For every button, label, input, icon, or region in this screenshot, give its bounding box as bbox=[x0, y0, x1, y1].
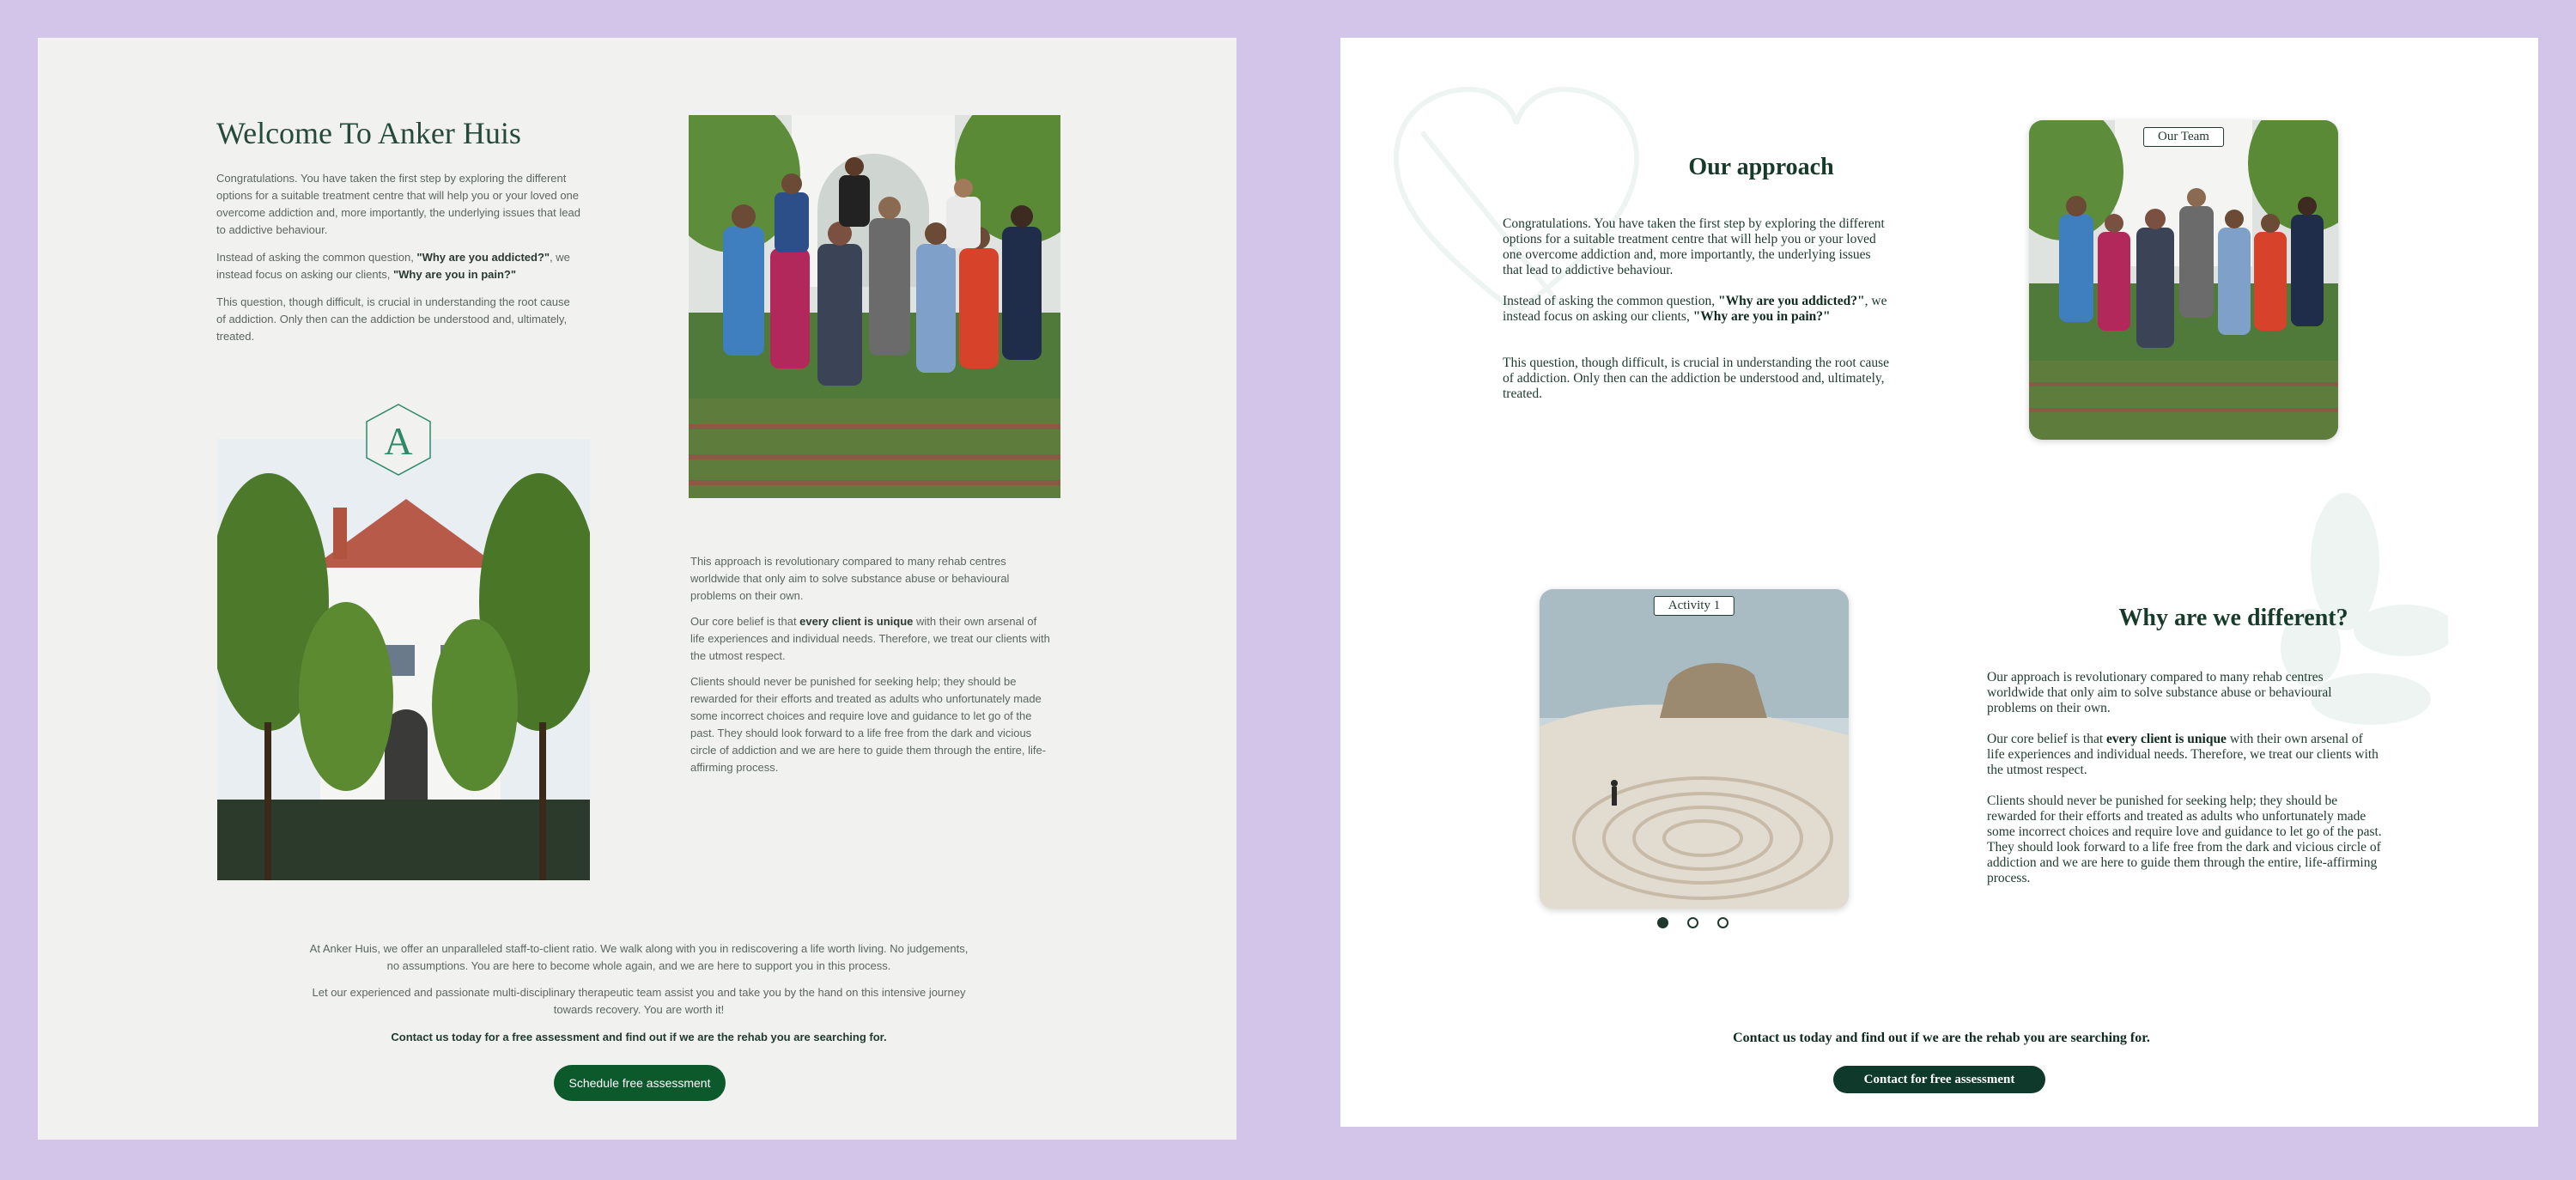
our-approach-paragraph-3: This question, though difficult, is crucial in understanding the root cause of addiction. Only then can the addiction be understood and, ultimately, treated. bbox=[1503, 356, 1889, 401]
team-photo bbox=[689, 115, 1060, 498]
our-approach-heading: Our approach bbox=[1688, 154, 1834, 180]
our-approach-paragraph-1: Congratulations. You have taken the first step by exploring the different options for a suitable treatment centre that will help you or your loved one overcome addiction and, more importantly, the underlying issues that lead to addictive behaviour. bbox=[1503, 216, 1885, 277]
carousel-dot-3[interactable] bbox=[1717, 917, 1728, 928]
approach-paragraph-2: Our core belief is that every client is unique with their own arsenal of life experiences and individual needs. Therefore, we treat our clients with the utmost respect. bbox=[690, 615, 1050, 662]
different-paragraph-1: Our approach is revolutionary compared to many rehab centres worldwide that only aim to solve substance abuse or behavioural problems on their own. bbox=[1987, 670, 2332, 715]
activity-card[interactable] bbox=[1540, 589, 1849, 909]
schedule-assessment-button[interactable]: Schedule free assessment bbox=[554, 1065, 726, 1101]
svg-text:A: A bbox=[384, 419, 413, 463]
closing-paragraph-2: Let our experienced and passionate multi-disciplinary therapeutic team assist you and take you by the hand on this intensive journey towards recovery. You are worth it! bbox=[312, 986, 966, 1016]
activity-label: Activity 1 bbox=[1654, 596, 1735, 616]
intro-paragraph-3: This question, though difficult, is crucial in understanding the root cause of addiction. Only then can the addiction be understood and, ultimately, treated. bbox=[216, 295, 570, 343]
different-paragraph-3: Clients should never be punished for seeking help; they should be rewarded for their efforts and treated as adults who unfortunately made some incorrect choices and require love and guidance to let go of the past. They should look forward to a life free from the dark and vicious circle of addiction and we are here to guide them through the entire, life-affirming process. bbox=[1987, 794, 2382, 885]
anker-huis-logo bbox=[364, 403, 433, 477]
right-page-panel bbox=[1340, 38, 2538, 1127]
our-approach-paragraph-2: Instead of asking the common question, "Why are you addicted?", we instead focus on asking our clients, "Why are you in pain?" bbox=[1503, 294, 1887, 324]
house-photo bbox=[217, 439, 590, 880]
carousel-dot-2[interactable] bbox=[1687, 917, 1698, 928]
contact-assessment-button[interactable]: Contact for free assessment bbox=[1833, 1066, 2045, 1093]
different-paragraph-2: Our core belief is that every client is unique with their own arsenal of life experiences and individual needs. Therefore, we treat our clients with the utmost respect. bbox=[1987, 732, 2379, 777]
heart-outline-decoration bbox=[1388, 81, 1645, 330]
contact-prompt: Contact us today for a free assessment and find out if we are the rehab you are searching for. bbox=[391, 1031, 887, 1043]
intro-paragraph-2: Instead of asking the common question, "Why are you addicted?", we instead focus on asking our clients, "Why are you in pain?" bbox=[216, 251, 570, 281]
why-different-heading: Why are we different? bbox=[2118, 605, 2348, 631]
left-page-panel bbox=[38, 38, 1236, 1140]
contact-prompt: Contact us today and find out if we are the rehab you are searching for. bbox=[1733, 1031, 2150, 1045]
closing-paragraph-1: At Anker Huis, we offer an unparalleled staff-to-client ratio. We walk along with you in rediscovering a life worth living. No judgements, no assumptions. You are here to become whole again, and we are here to support you in this process. bbox=[309, 942, 969, 972]
page-title: Welcome To Anker Huis bbox=[216, 116, 521, 150]
our-team-label: Our Team bbox=[2143, 127, 2224, 147]
carousel-dot-1[interactable] bbox=[1657, 917, 1668, 928]
our-team-card[interactable] bbox=[2029, 120, 2338, 440]
approach-paragraph-3: Clients should never be punished for seeking help; they should be rewarded for their efforts and treated as adults who unfortunately made some incorrect choices and require love and guidance to let go of the past. They should look forward to a life free from the dark and vicious circle of addiction and we are here to guide them through the entire, life-affirming process. bbox=[690, 675, 1047, 774]
approach-paragraph-1: This approach is revolutionary compared to many rehab centres worldwide that only aim to solve substance abuse or behavioural problems on their own. bbox=[690, 555, 1010, 602]
intro-paragraph-1: Congratulations. You have taken the first step by exploring the different options for a suitable treatment centre that will help you or your loved one overcome addiction and, more importantly, the underlying issues that lead to addictive behaviour. bbox=[216, 172, 580, 236]
